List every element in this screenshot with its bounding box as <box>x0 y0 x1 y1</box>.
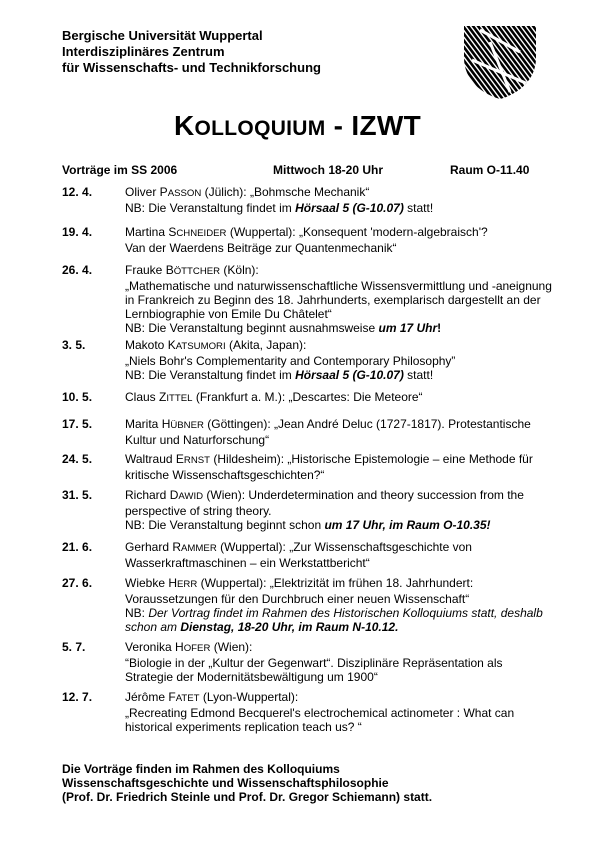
speaker-first-name: Richard <box>125 488 170 502</box>
speaker-last-cap: P <box>159 185 168 199</box>
institution-line-2: Interdisziplinäres Zentrum <box>62 44 225 59</box>
entry-date: 26. 4. <box>62 263 93 277</box>
entry-body <box>125 185 562 215</box>
entry-line <box>125 556 562 570</box>
entry-text: Van der Waerdens Beiträge zur Quantenmechanik“ <box>125 241 397 255</box>
entry-date: 27. 6. <box>62 576 93 590</box>
entry-body <box>125 263 562 335</box>
speaker-last-rest: ATSUMORI <box>175 341 226 352</box>
footer-note <box>62 762 432 804</box>
university-logo-icon <box>460 22 540 100</box>
entry-body <box>125 225 562 255</box>
entry-line <box>125 321 562 335</box>
footer-line-1: Die Vorträge finden im Rahmen des Kolloquiums <box>62 762 340 776</box>
entry-body <box>125 540 562 570</box>
entry-date: 21. 6. <box>62 540 93 554</box>
entry-date: 12. 4. <box>62 185 93 199</box>
entry-text: schon am <box>125 620 181 634</box>
entry-line <box>125 606 562 620</box>
entry-text: Wasserkraftmaschinen – ein Werkstattbericht“ <box>125 556 370 570</box>
entry-text: „Zur Wissenschaftsgeschichte von <box>285 540 472 554</box>
schedule-entry <box>62 417 562 447</box>
entry-line <box>125 504 562 518</box>
speaker-last-cap: Z <box>159 390 167 404</box>
entry-text: Dienstag, 18-20 Uhr, im Raum N-10.12. <box>180 620 399 634</box>
entry-text: “Biologie in der „Kultur der Gegenwart“. Disziplinäre Repräsentation als <box>125 656 503 670</box>
schedule-entry <box>62 263 562 335</box>
entry-line <box>125 241 562 255</box>
schedule-entry <box>62 690 562 734</box>
entry-text: NB: Die Veranstaltung beginnt schon <box>125 518 325 532</box>
entry-line <box>125 670 562 684</box>
entry-line <box>125 263 562 279</box>
entry-line <box>125 690 562 706</box>
entry-line <box>125 185 562 201</box>
entry-line <box>125 706 562 720</box>
room-label: Raum O-11.40 <box>450 163 530 177</box>
entry-text: „Konsequent 'modern-algebraisch'? <box>295 225 488 239</box>
entry-body <box>125 417 562 447</box>
entry-text: um 17 Uhr, im Raum O-10.35! <box>324 518 491 532</box>
entry-line <box>125 540 562 556</box>
schedule-entry <box>62 225 562 255</box>
speaker-last-rest: RNST <box>183 455 211 466</box>
speaker-last-cap: H <box>161 417 171 431</box>
entry-text: „Recreating Edmond Becquerel's electrochemical actinometer : What can <box>125 706 515 720</box>
speaker-last-cap: F <box>168 690 176 704</box>
entry-text: ! <box>437 321 442 335</box>
entry-text: „Niels Bohr's Complementarity and Contemporary Philosophy” <box>125 354 456 368</box>
speaker-first-name: Frauke <box>125 263 166 277</box>
speaker-last-rest: OFER <box>183 643 211 654</box>
speaker-last-rest: ATET <box>175 693 200 704</box>
speaker-last-rest: ITTEL <box>166 393 193 404</box>
entry-text: „Descartes: Die Meteore“ <box>285 390 423 404</box>
entry-text: kritische Wissenschaftsgeschichten?“ <box>125 468 325 482</box>
entry-text: „Historische Epistemologie – eine Methode für <box>284 452 533 466</box>
speaker-place: (Hildesheim): <box>210 452 285 466</box>
entry-date: 5. 7. <box>62 640 86 654</box>
speaker-place: (Göttingen): <box>203 417 271 431</box>
entry-text: „Mathematische und naturwissenschaftliche Wissensvermittlung und -aneignung <box>125 279 552 293</box>
speaker-first-name: Wiebke <box>125 576 169 590</box>
speaker-place: (Lyon-Wuppertal): <box>199 690 299 704</box>
speaker-place: (Köln): <box>220 263 259 277</box>
entry-text: Underdetermination and theory succession from the <box>245 488 524 502</box>
speaker-place: (Wuppertal): <box>216 540 286 554</box>
schedule-entry <box>62 390 562 406</box>
entry-line <box>125 279 562 293</box>
entry-body <box>125 338 562 382</box>
entry-date: 3. 5. <box>62 338 86 352</box>
speaker-last-rest: ÖTTCHER <box>173 266 221 277</box>
entry-line <box>125 720 562 734</box>
schedule-entry <box>62 488 562 532</box>
speaker-first-name: Gerhard <box>125 540 173 554</box>
entry-date: 19. 4. <box>62 225 93 239</box>
speaker-place: (Wien): <box>203 488 246 502</box>
institution-block <box>62 28 321 76</box>
entry-text: Voraussetzungen für den Durchbruch einer neuen Wissenschaft“ <box>125 592 470 606</box>
speaker-first-name: Marita <box>125 417 162 431</box>
entry-line <box>125 307 562 321</box>
speaker-last-cap: B <box>165 263 174 277</box>
entry-text: um 17 Uhr <box>378 321 438 335</box>
schedule-entry <box>62 338 562 382</box>
speaker-first-name: Veronika <box>125 640 176 654</box>
entry-line <box>125 656 562 670</box>
entry-line <box>125 592 562 606</box>
entry-line <box>125 452 562 468</box>
entry-body <box>125 690 562 734</box>
schedule-entry <box>62 185 562 215</box>
entry-text: Strategie der Modernitätsbewältigung um 1900“ <box>125 670 378 684</box>
speaker-first-name: Claus <box>125 390 160 404</box>
speaker-last-cap: H <box>175 640 184 654</box>
entry-line <box>125 201 562 215</box>
entry-body <box>125 488 562 532</box>
entry-line <box>125 468 562 482</box>
entry-text: „Bohmsche Mechanik“ <box>246 185 370 199</box>
speaker-place: (Akita, Japan): <box>225 338 307 352</box>
entry-text: „Elektrizität im frühen 18. Jahrhundert: <box>266 576 474 590</box>
entry-line <box>125 225 562 241</box>
entry-text: NB: Die Veranstaltung beginnt ausnahmsweise <box>125 321 379 335</box>
entry-line <box>125 417 562 433</box>
title-small-caps: OLLOQUIUM <box>194 117 326 140</box>
entry-text: NB: <box>125 606 149 620</box>
speaker-last-rest: CHNEIDER <box>176 228 227 239</box>
footer-line-2: Wissenschaftsgeschichte und Wissenschaftsphilosophie <box>62 776 389 790</box>
footer-line-3: (Prof. Dr. Friedrich Steinle und Prof. Dr. Gregor Schiemann) statt. <box>62 790 433 804</box>
institution-line-1: Bergische Universität Wuppertal <box>62 28 263 43</box>
title-suffix: - IZWT <box>325 110 421 141</box>
speaker-last-cap: E <box>175 452 184 466</box>
speaker-last-rest: AMMER <box>181 543 217 554</box>
speaker-first-name: Waltraud <box>125 452 176 466</box>
entry-text: Hörsaal 5 (G-10.07) <box>295 368 404 382</box>
entry-text: Der Vortrag findet im Rahmen des Historischen Kolloquiums statt, deshalb <box>148 606 543 620</box>
speaker-last-cap: S <box>168 225 177 239</box>
entry-date: 24. 5. <box>62 452 93 466</box>
entry-text: historical experiments replication teach us? “ <box>125 720 362 734</box>
schedule-entry <box>62 452 562 482</box>
entry-text: NB: Die Veranstaltung findet im <box>125 368 296 382</box>
entry-line <box>125 390 562 406</box>
entry-date: 17. 5. <box>62 417 93 431</box>
schedule-entry <box>62 640 562 684</box>
speaker-first-name: Jérôme <box>125 690 169 704</box>
entry-body <box>125 576 562 634</box>
speaker-place: (Wuppertal): <box>197 576 267 590</box>
entry-line <box>125 620 562 634</box>
speaker-last-cap: H <box>168 576 178 590</box>
entry-text: „Jean André Deluc (1727-1817). Protestantische <box>270 417 531 431</box>
page-title <box>0 110 595 142</box>
schedule-entry <box>62 576 562 634</box>
entry-text: Hörsaal 5 (G-10.07) <box>295 201 404 215</box>
entry-text: NB: Die Veranstaltung findet im <box>125 201 296 215</box>
entry-body <box>125 390 562 406</box>
entry-date: 31. 5. <box>62 488 93 502</box>
institution-line-3: für Wissenschafts- und Technikforschung <box>62 60 321 75</box>
entry-text: Lernbiographie von Emile Du Châtelet“ <box>125 307 332 321</box>
entry-line <box>125 518 562 532</box>
entry-text: in Frankreich zu Beginn des 18. Jahrhunderts, exemplarisch dargestellt an der <box>125 293 541 307</box>
term-label: Vorträge im SS 2006 <box>62 163 178 177</box>
speaker-place: (Frankfurt a. M.): <box>192 390 286 404</box>
entry-line <box>125 368 562 382</box>
speaker-last-rest: ASSON <box>167 188 202 199</box>
speaker-first-name: Martina <box>125 225 169 239</box>
entry-line <box>125 576 562 592</box>
speaker-last-rest: AWID <box>178 491 204 502</box>
entry-date: 10. 5. <box>62 390 93 404</box>
entry-body <box>125 640 562 684</box>
entry-line <box>125 640 562 656</box>
speaker-first-name: Makoto <box>125 338 168 352</box>
speaker-last-cap: D <box>169 488 179 502</box>
entry-text: statt! <box>403 368 434 382</box>
speaker-last-cap: R <box>172 540 182 554</box>
speaker-last-cap: K <box>167 338 176 352</box>
entry-text: Kultur und Naturforschung“ <box>125 433 270 447</box>
title-first-cap: K <box>174 110 195 141</box>
speaker-first-name: Oliver <box>125 185 160 199</box>
schedule-entry <box>62 540 562 570</box>
time-label: Mittwoch 18-20 Uhr <box>273 163 384 177</box>
speaker-place: (Wuppertal): <box>226 225 296 239</box>
entry-line <box>125 354 562 368</box>
entry-line <box>125 433 562 447</box>
speaker-last-rest: ERR <box>177 579 198 590</box>
entry-line <box>125 488 562 504</box>
entry-line <box>125 293 562 307</box>
entry-text: perspective of string theory. <box>125 504 272 518</box>
speaker-place: (Wien): <box>210 640 253 654</box>
speaker-place: (Jülich): <box>201 185 247 199</box>
entry-line <box>125 338 562 354</box>
entry-body <box>125 452 562 482</box>
speaker-last-rest: ÜBNER <box>170 420 204 431</box>
entry-text: statt! <box>403 201 434 215</box>
entry-date: 12. 7. <box>62 690 93 704</box>
